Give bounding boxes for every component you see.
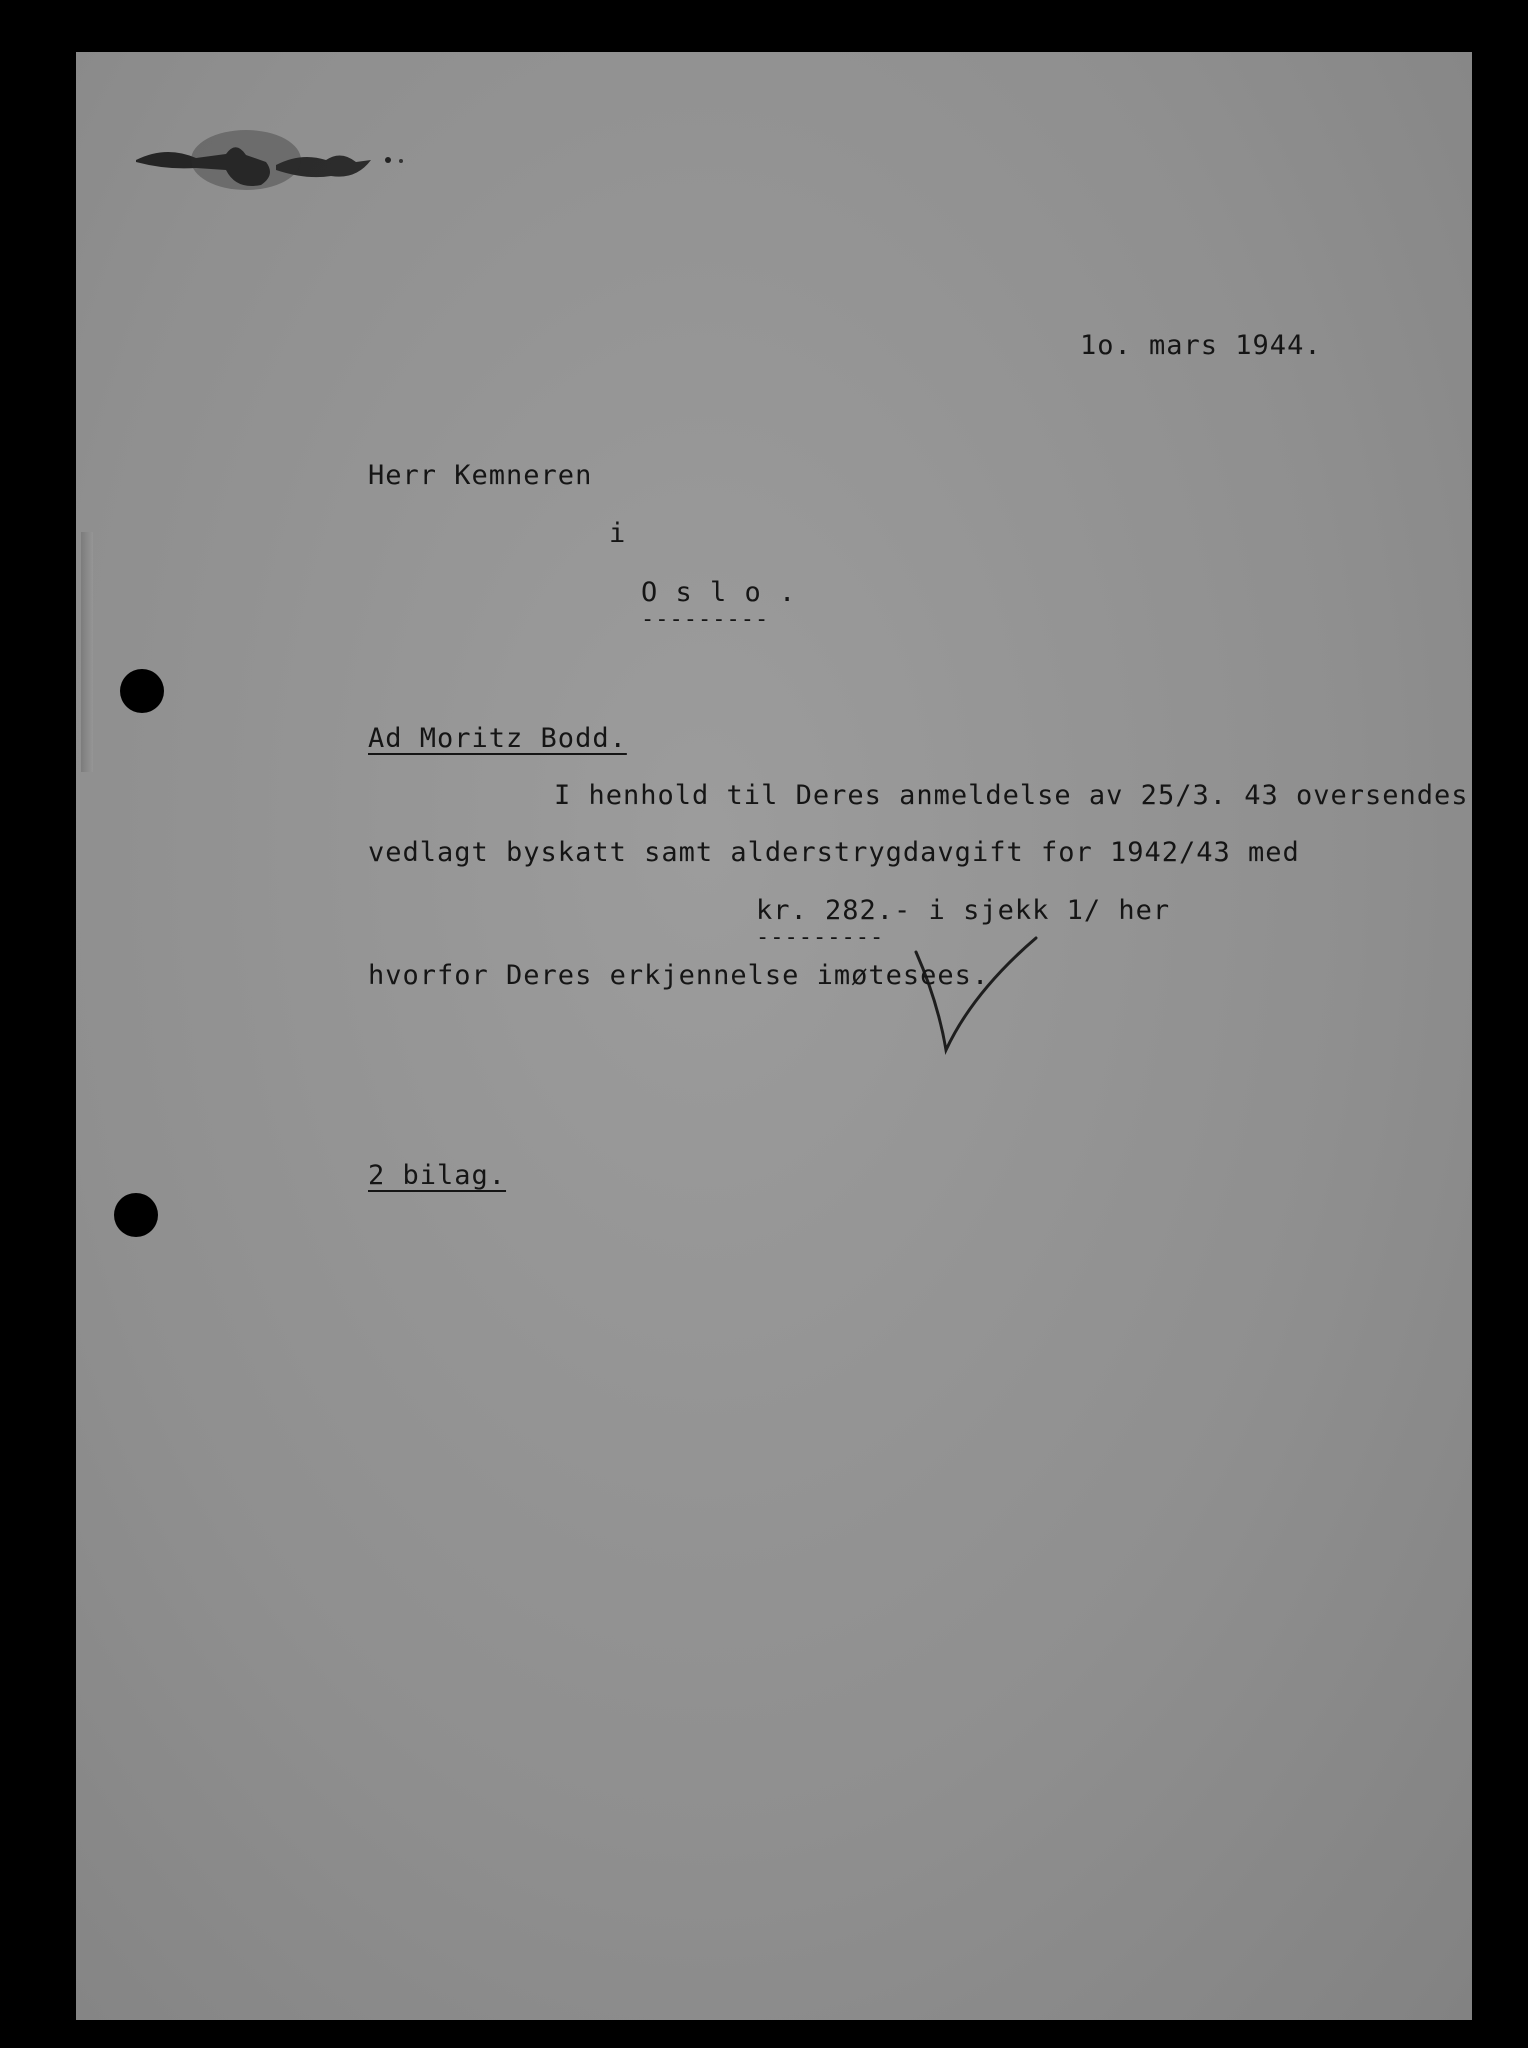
letter-subject: Ad Moritz Bodd. xyxy=(368,723,627,754)
document-page xyxy=(76,52,1472,2020)
city-underline: --------- xyxy=(641,607,770,632)
amount-underline: --------- xyxy=(756,925,885,950)
body-line-3: hvorfor Deres erkjennelse imøtesees. xyxy=(368,960,990,991)
recipient-name: Herr Kemneren xyxy=(368,460,593,491)
handwritten-checkmark xyxy=(908,932,1048,1062)
amount-line: kr. 282.- i sjekk 1/ her xyxy=(756,895,1171,926)
enclosure-note: 2 bilag. xyxy=(368,1160,507,1191)
recipient-city: O s l o . xyxy=(641,577,797,608)
punch-hole-top xyxy=(120,669,164,713)
punch-hole-bottom xyxy=(114,1193,158,1237)
body-line-2: vedlagt byskatt samt alderstrygdavgift for 1942/43 med xyxy=(368,837,1300,868)
letter-date: 1o. mars 1944. xyxy=(1080,330,1322,361)
paper-crease xyxy=(81,532,93,772)
body-line-1: I henhold til Deres anmeldelse av 25/3. 43 oversendes xyxy=(554,780,1469,811)
recipient-preposition: i xyxy=(609,518,627,549)
ink-smudge-mark xyxy=(126,90,426,200)
